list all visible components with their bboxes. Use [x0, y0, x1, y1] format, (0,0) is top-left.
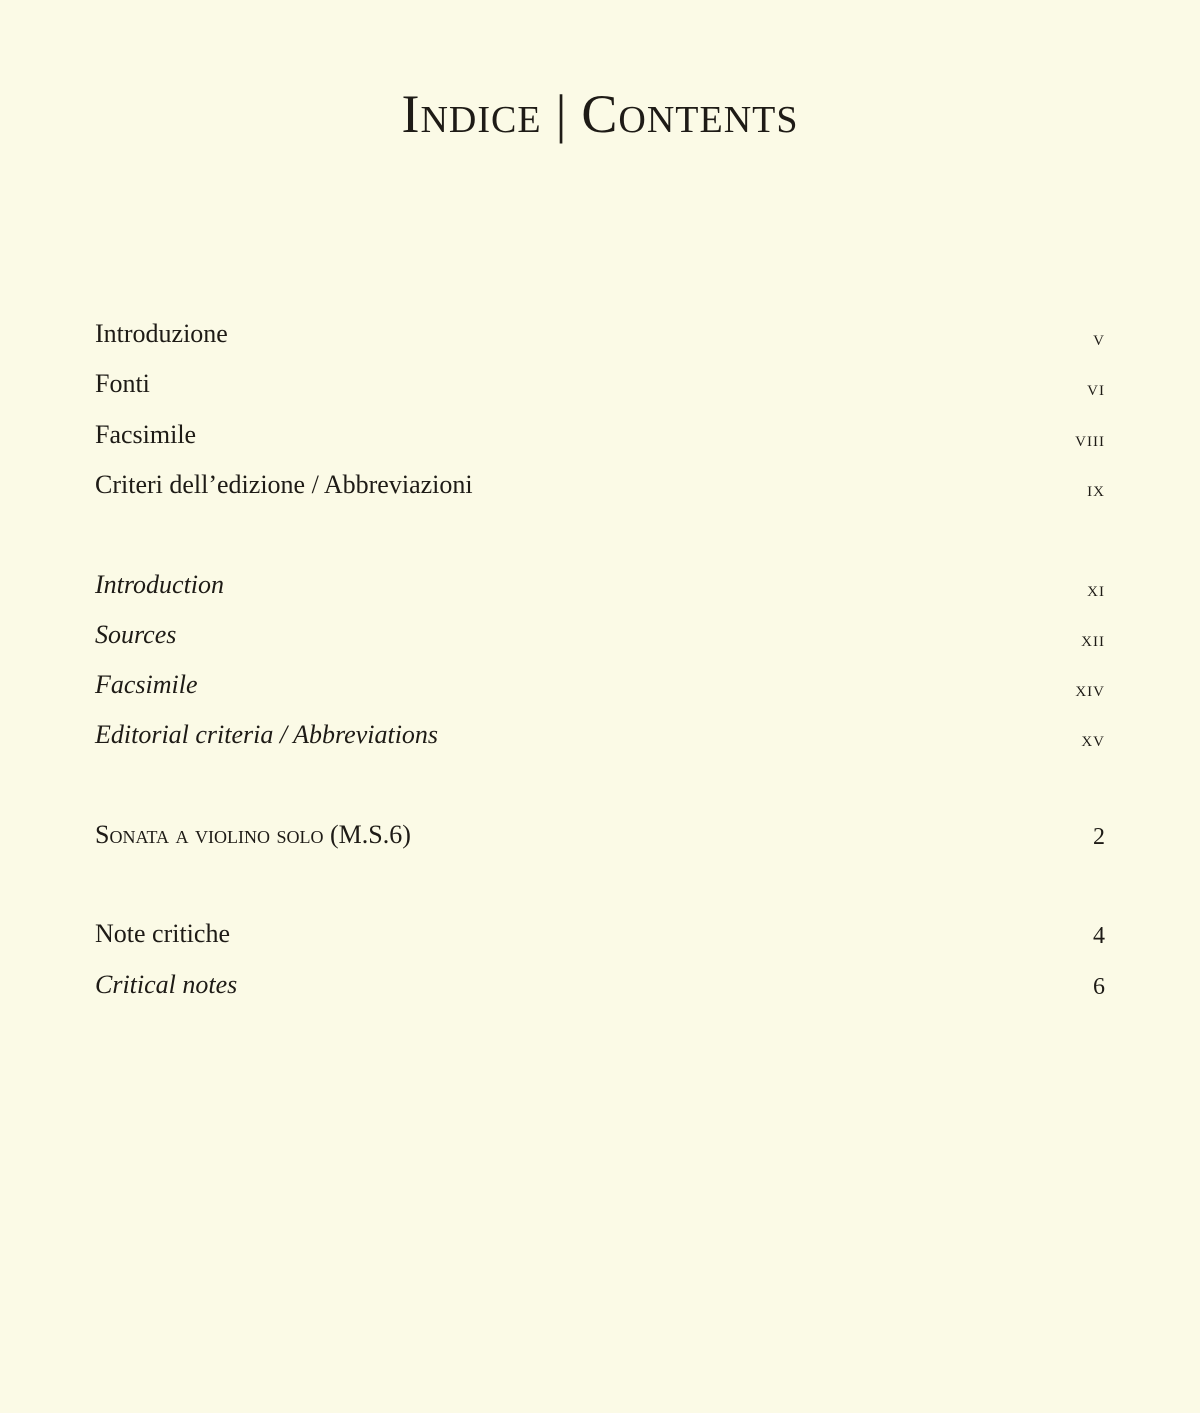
- toc-entry-page: viii: [1075, 426, 1105, 451]
- toc-entry-page: 4: [1093, 923, 1105, 949]
- toc-entry-label: Facsimile: [95, 420, 197, 449]
- toc-entry-sonata[interactable]: [95, 819, 1105, 859]
- toc-entry-label: Editorial criteria / Abbreviations: [95, 720, 439, 749]
- toc-entry-sources[interactable]: [95, 619, 1105, 659]
- toc-entry-page: xiv: [1075, 676, 1105, 701]
- toc-entry-criteri[interactable]: [95, 469, 1105, 509]
- toc-entry-critical-notes[interactable]: [95, 969, 1105, 1009]
- toc-entry-facsimile-en[interactable]: [95, 669, 1105, 709]
- title-separator: |: [555, 84, 568, 144]
- toc-entry-label: Sonata a violino solo (M.S.6): [95, 820, 411, 849]
- page-title: [0, 82, 1200, 146]
- title-english: Contents: [581, 84, 799, 144]
- toc-entry-label: Note critiche: [95, 919, 230, 948]
- toc-entry-page: v: [1093, 325, 1105, 350]
- toc-entry-facsimile-it[interactable]: [95, 419, 1105, 459]
- toc-entry-label: Sources: [95, 620, 177, 649]
- toc-entry-fonti[interactable]: [95, 368, 1105, 408]
- toc-entry-page: xv: [1081, 726, 1105, 751]
- toc-entry-label: Introduzione: [95, 319, 228, 348]
- toc-entry-note-critiche[interactable]: [95, 918, 1105, 958]
- title-italian: Indice: [401, 84, 542, 144]
- toc-entry-page: 6: [1093, 974, 1105, 1000]
- toc-entry-page: xii: [1081, 626, 1105, 651]
- toc-entry-introduction[interactable]: [95, 569, 1105, 609]
- toc-entry-page: xi: [1087, 576, 1105, 601]
- toc-entry-label: Criteri dell’edizione / Abbreviazioni: [95, 470, 473, 499]
- toc-entry-introduzione[interactable]: [95, 318, 1105, 358]
- toc-entry-label: Critical notes: [95, 970, 238, 999]
- toc-entry-label: Facsimile: [95, 670, 198, 699]
- toc-entry-label: Fonti: [95, 369, 150, 398]
- toc-entry-editorial-criteria[interactable]: [95, 719, 1105, 759]
- toc-entry-page: 2: [1093, 824, 1105, 850]
- toc-entry-label: Introduction: [95, 570, 225, 599]
- toc-entry-page: vi: [1087, 375, 1105, 400]
- toc-entry-page: ix: [1087, 476, 1105, 501]
